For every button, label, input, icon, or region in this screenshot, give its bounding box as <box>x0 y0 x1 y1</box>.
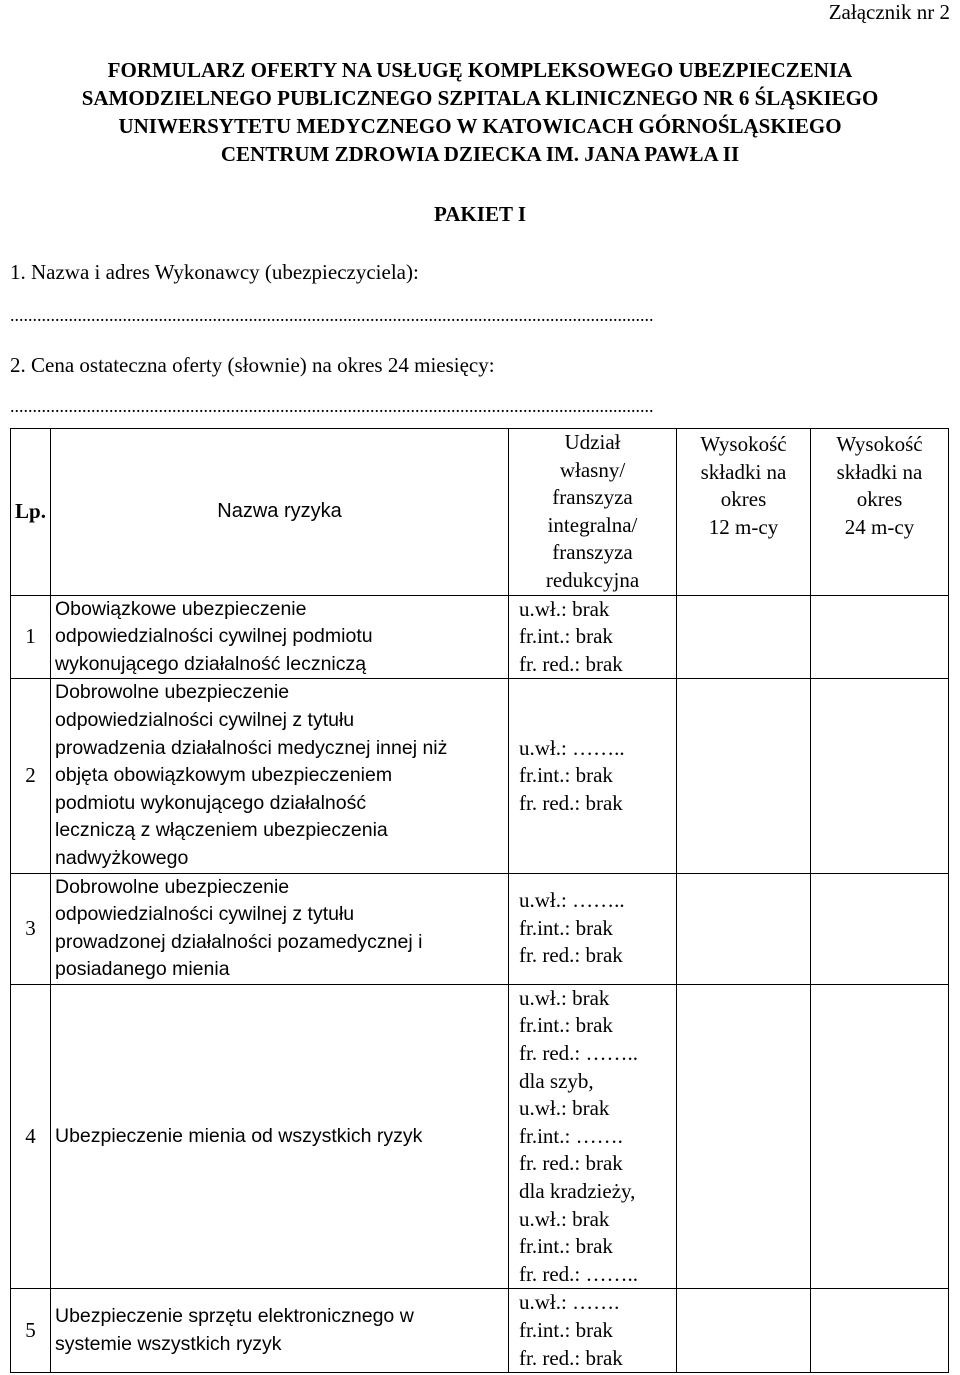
header-deductible-line: Udział <box>564 430 621 454</box>
row-premium-12[interactable] <box>677 873 811 984</box>
row-premium-12[interactable] <box>677 679 811 873</box>
attachment-label: Załącznik nr 2 <box>828 0 950 24</box>
header-deductible-line: integralna/ <box>547 512 638 537</box>
risk-line: posiadanego mienia <box>55 958 230 981</box>
risk-line: odpowiedzialności cywilnej z tytułu <box>55 708 355 731</box>
row-premium-24[interactable] <box>811 984 949 1289</box>
deductible-line: u.wł.: brak <box>519 985 610 1010</box>
deductible-line: fr.int.: brak <box>519 915 613 940</box>
row-premium-12[interactable] <box>677 984 811 1289</box>
risk-line: nadwyżkowego <box>55 846 189 869</box>
row-premium-24[interactable] <box>811 1289 949 1373</box>
form-title <box>0 56 960 168</box>
header-premium24-line: składki na <box>836 459 923 484</box>
final-price-field[interactable]: ............................................................................................................................................... <box>10 396 654 416</box>
risk-line: systemie wszystkich ryzyk <box>55 1332 282 1355</box>
header-premium24-line: okres <box>856 487 903 512</box>
deductible-line: fr.int.: brak <box>519 624 613 649</box>
risk-line: Dobrowolne ubezpieczenie <box>55 681 290 704</box>
row-deductible <box>509 679 677 873</box>
deductible-line: fr. red.: brak <box>519 943 623 968</box>
row-premium-12[interactable] <box>677 1289 811 1373</box>
deductible-line: fr. red.: brak <box>519 651 623 676</box>
row-lp: 2 <box>11 679 51 873</box>
deductible-line: u.wł.: …….. <box>519 735 625 760</box>
table-row <box>11 873 949 984</box>
row-risk-name <box>51 679 509 873</box>
row-lp: 4 <box>11 984 51 1289</box>
header-deductible-line: franszyza <box>552 540 633 565</box>
table-row <box>11 1289 949 1373</box>
deductible-line: dla kradzieży, <box>519 1179 636 1204</box>
risk-line: objęta obowiązkowym ubezpieczeniem <box>55 764 393 787</box>
deductible-line: u.wł.: brak <box>519 1206 610 1231</box>
header-premium12-line: okres <box>720 487 767 512</box>
row-premium-24[interactable] <box>811 679 949 873</box>
row-premium-24[interactable] <box>811 873 949 984</box>
row-premium-12[interactable] <box>677 595 811 679</box>
risk-line: prowadzenia działalności medycznej innej niż <box>55 736 448 759</box>
header-deductible-line: własny/ <box>559 457 626 482</box>
risk-line: Ubezpieczenie mienia od wszystkich ryzyk <box>55 1124 423 1147</box>
risk-line: Dobrowolne ubezpieczenie <box>55 875 290 898</box>
risk-table <box>10 428 949 1373</box>
deductible-line: fr.int.: brak <box>519 1318 613 1342</box>
risk-line: Ubezpieczenie sprzętu elektronicznego w <box>55 1305 414 1328</box>
deductible-line: u.wł.: ……. <box>519 1290 620 1315</box>
deductible-line: fr. red.: brak <box>519 1345 623 1370</box>
deductible-line: dla szyb, <box>519 1068 594 1093</box>
risk-line: prowadzonej działalności pozamedycznej i <box>55 930 423 953</box>
row-risk-name <box>51 1289 509 1373</box>
deductible-line: u.wł.: brak <box>519 1096 610 1121</box>
table-header-row <box>11 429 949 596</box>
row-deductible <box>509 595 677 679</box>
row-deductible <box>509 1289 677 1373</box>
deductible-line: fr. red.: brak <box>519 1151 623 1176</box>
header-deductible <box>509 429 677 596</box>
header-lp: Lp. <box>11 429 51 596</box>
row-deductible <box>509 984 677 1289</box>
row-risk-name <box>51 984 509 1289</box>
deductible-line: fr. red.: …….. <box>519 1041 638 1066</box>
header-deductible-line: redukcyjna <box>545 567 640 592</box>
deductible-line: fr.int.: brak <box>519 1234 613 1259</box>
risk-line: leczniczą z włączeniem ubezpieczenia <box>55 819 388 842</box>
header-deductible-line: franszyza <box>552 485 633 510</box>
row-risk-name <box>51 873 509 984</box>
risk-line: odpowiedzialności cywilnej z tytułu <box>55 903 355 926</box>
row-lp: 3 <box>11 873 51 984</box>
row-premium-24[interactable] <box>811 595 949 679</box>
deductible-line: fr.int.: brak <box>519 1013 613 1038</box>
risk-line: podmiotu wykonującego działalność <box>55 791 367 814</box>
deductible-line: fr.int.: brak <box>519 763 613 788</box>
title-line: FORMULARZ OFERTY NA USŁUGĘ KOMPLEKSOWEGO UBEZPIECZENIA <box>107 58 853 82</box>
header-premium12-line: Wysokość <box>700 432 787 456</box>
table-row <box>11 595 949 679</box>
deductible-line: u.wł.: …….. <box>519 888 625 913</box>
row-lp: 5 <box>11 1289 51 1373</box>
contractor-name-field[interactable]: ............................................................................................................................................... <box>10 305 654 325</box>
table-row <box>11 984 949 1289</box>
deductible-line: fr. red.: …….. <box>519 1261 638 1286</box>
header-premium24-line: 24 m-cy <box>844 514 915 539</box>
title-line: SAMODZIELNEGO PUBLICZNEGO SZPITALA KLINICZNEGO NR 6 ŚLĄSKIEGO <box>81 86 879 110</box>
deductible-line: fr.int.: ……. <box>519 1123 623 1148</box>
deductible-line: fr. red.: brak <box>519 790 623 815</box>
risk-line: Obowiązkowe ubezpieczenie <box>55 597 307 620</box>
row-lp: 1 <box>11 595 51 679</box>
package-heading: PAKIET I <box>434 202 526 226</box>
header-premium-24 <box>811 429 949 596</box>
header-premium12-line: 12 m-cy <box>708 514 779 539</box>
row-deductible <box>509 873 677 984</box>
header-premium24-line: Wysokość <box>836 432 923 456</box>
table-row <box>11 679 949 873</box>
header-risk-name: Nazwa ryzyka <box>51 429 509 596</box>
deductible-line: u.wł.: brak <box>519 596 610 621</box>
contractor-name-label: 1. Nazwa i adres Wykonawcy (ubezpieczyciela): <box>10 260 419 284</box>
final-price-label: 2. Cena ostateczna oferty (słownie) na okres 24 miesięcy: <box>10 353 495 377</box>
title-line: UNIWERSYTETU MEDYCZNEGO W KATOWICACH GÓRNOŚLĄSKIEGO <box>118 114 842 138</box>
risk-line: wykonującego działalność leczniczą <box>55 652 367 675</box>
risk-line: odpowiedzialności cywilnej podmiotu <box>55 625 373 648</box>
title-line: CENTRUM ZDROWIA DZIECKA IM. JANA PAWŁA II <box>220 142 740 166</box>
header-premium-12 <box>677 429 811 596</box>
row-risk-name <box>51 595 509 679</box>
header-premium12-line: składki na <box>700 459 787 484</box>
